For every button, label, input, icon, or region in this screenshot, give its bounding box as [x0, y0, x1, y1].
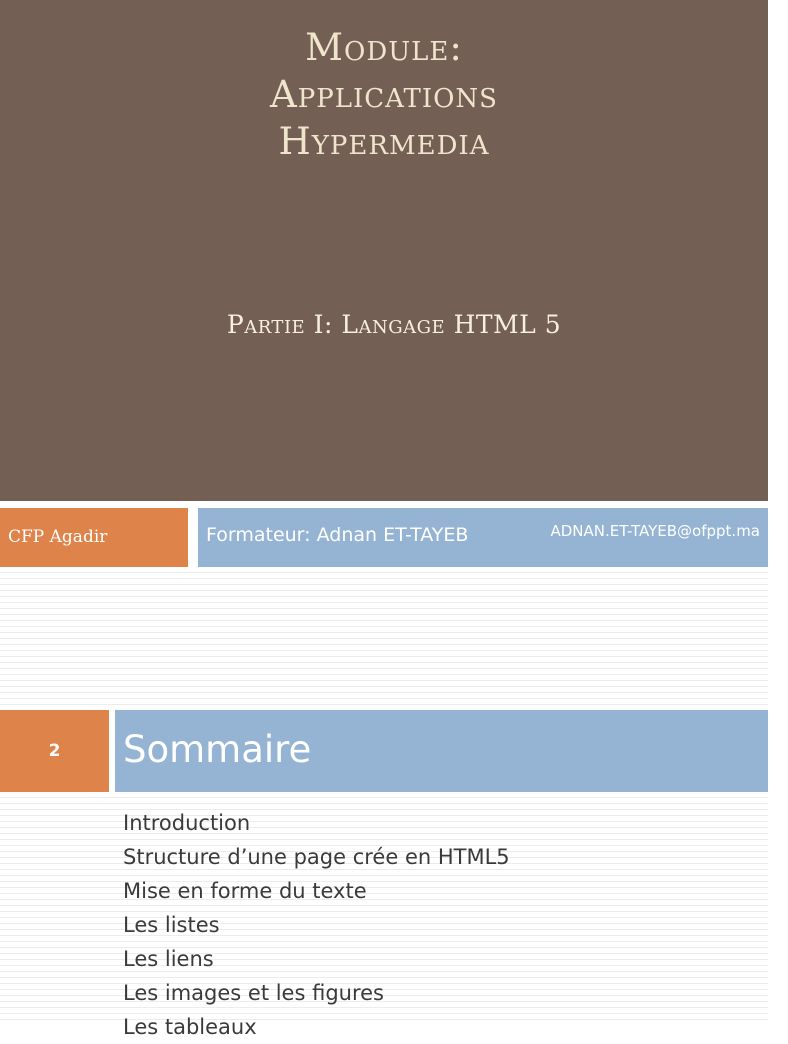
slide-background-lines	[0, 567, 768, 710]
title-line: Hypermedia	[278, 120, 490, 163]
toc-item: Structure d’une page crée en HTML5	[123, 845, 510, 869]
slide-title	[0, 24, 768, 165]
toc-item: Mise en forme du texte	[123, 879, 367, 903]
divider	[0, 501, 768, 508]
toc-item: Les listes	[123, 913, 220, 937]
trainer-name: Formateur: Adnan ET-TAYEB	[206, 524, 469, 546]
slide-body	[0, 792, 768, 1039]
toc-item: Les liens	[123, 947, 214, 971]
toc-item: Les images et les figures	[123, 981, 384, 1005]
title-slide	[0, 0, 768, 501]
footer-location: CFP Agadir	[0, 508, 188, 567]
footer-info	[198, 508, 768, 567]
table-of-contents	[123, 806, 510, 1044]
title-line: Applications	[270, 73, 498, 116]
slide-header	[115, 710, 768, 792]
title-line: Module:	[305, 26, 463, 69]
slide-number: 2	[0, 710, 109, 792]
email-link[interactable]: ADNAN.ET-TAYEB@ofppt.ma	[550, 522, 760, 540]
toc-item: Introduction	[123, 811, 251, 835]
toc-item: Les tableaux	[123, 1015, 257, 1039]
slide-heading: Sommaire	[123, 728, 312, 771]
slide-subtitle: Partie I: Langage HTML 5	[226, 310, 562, 339]
